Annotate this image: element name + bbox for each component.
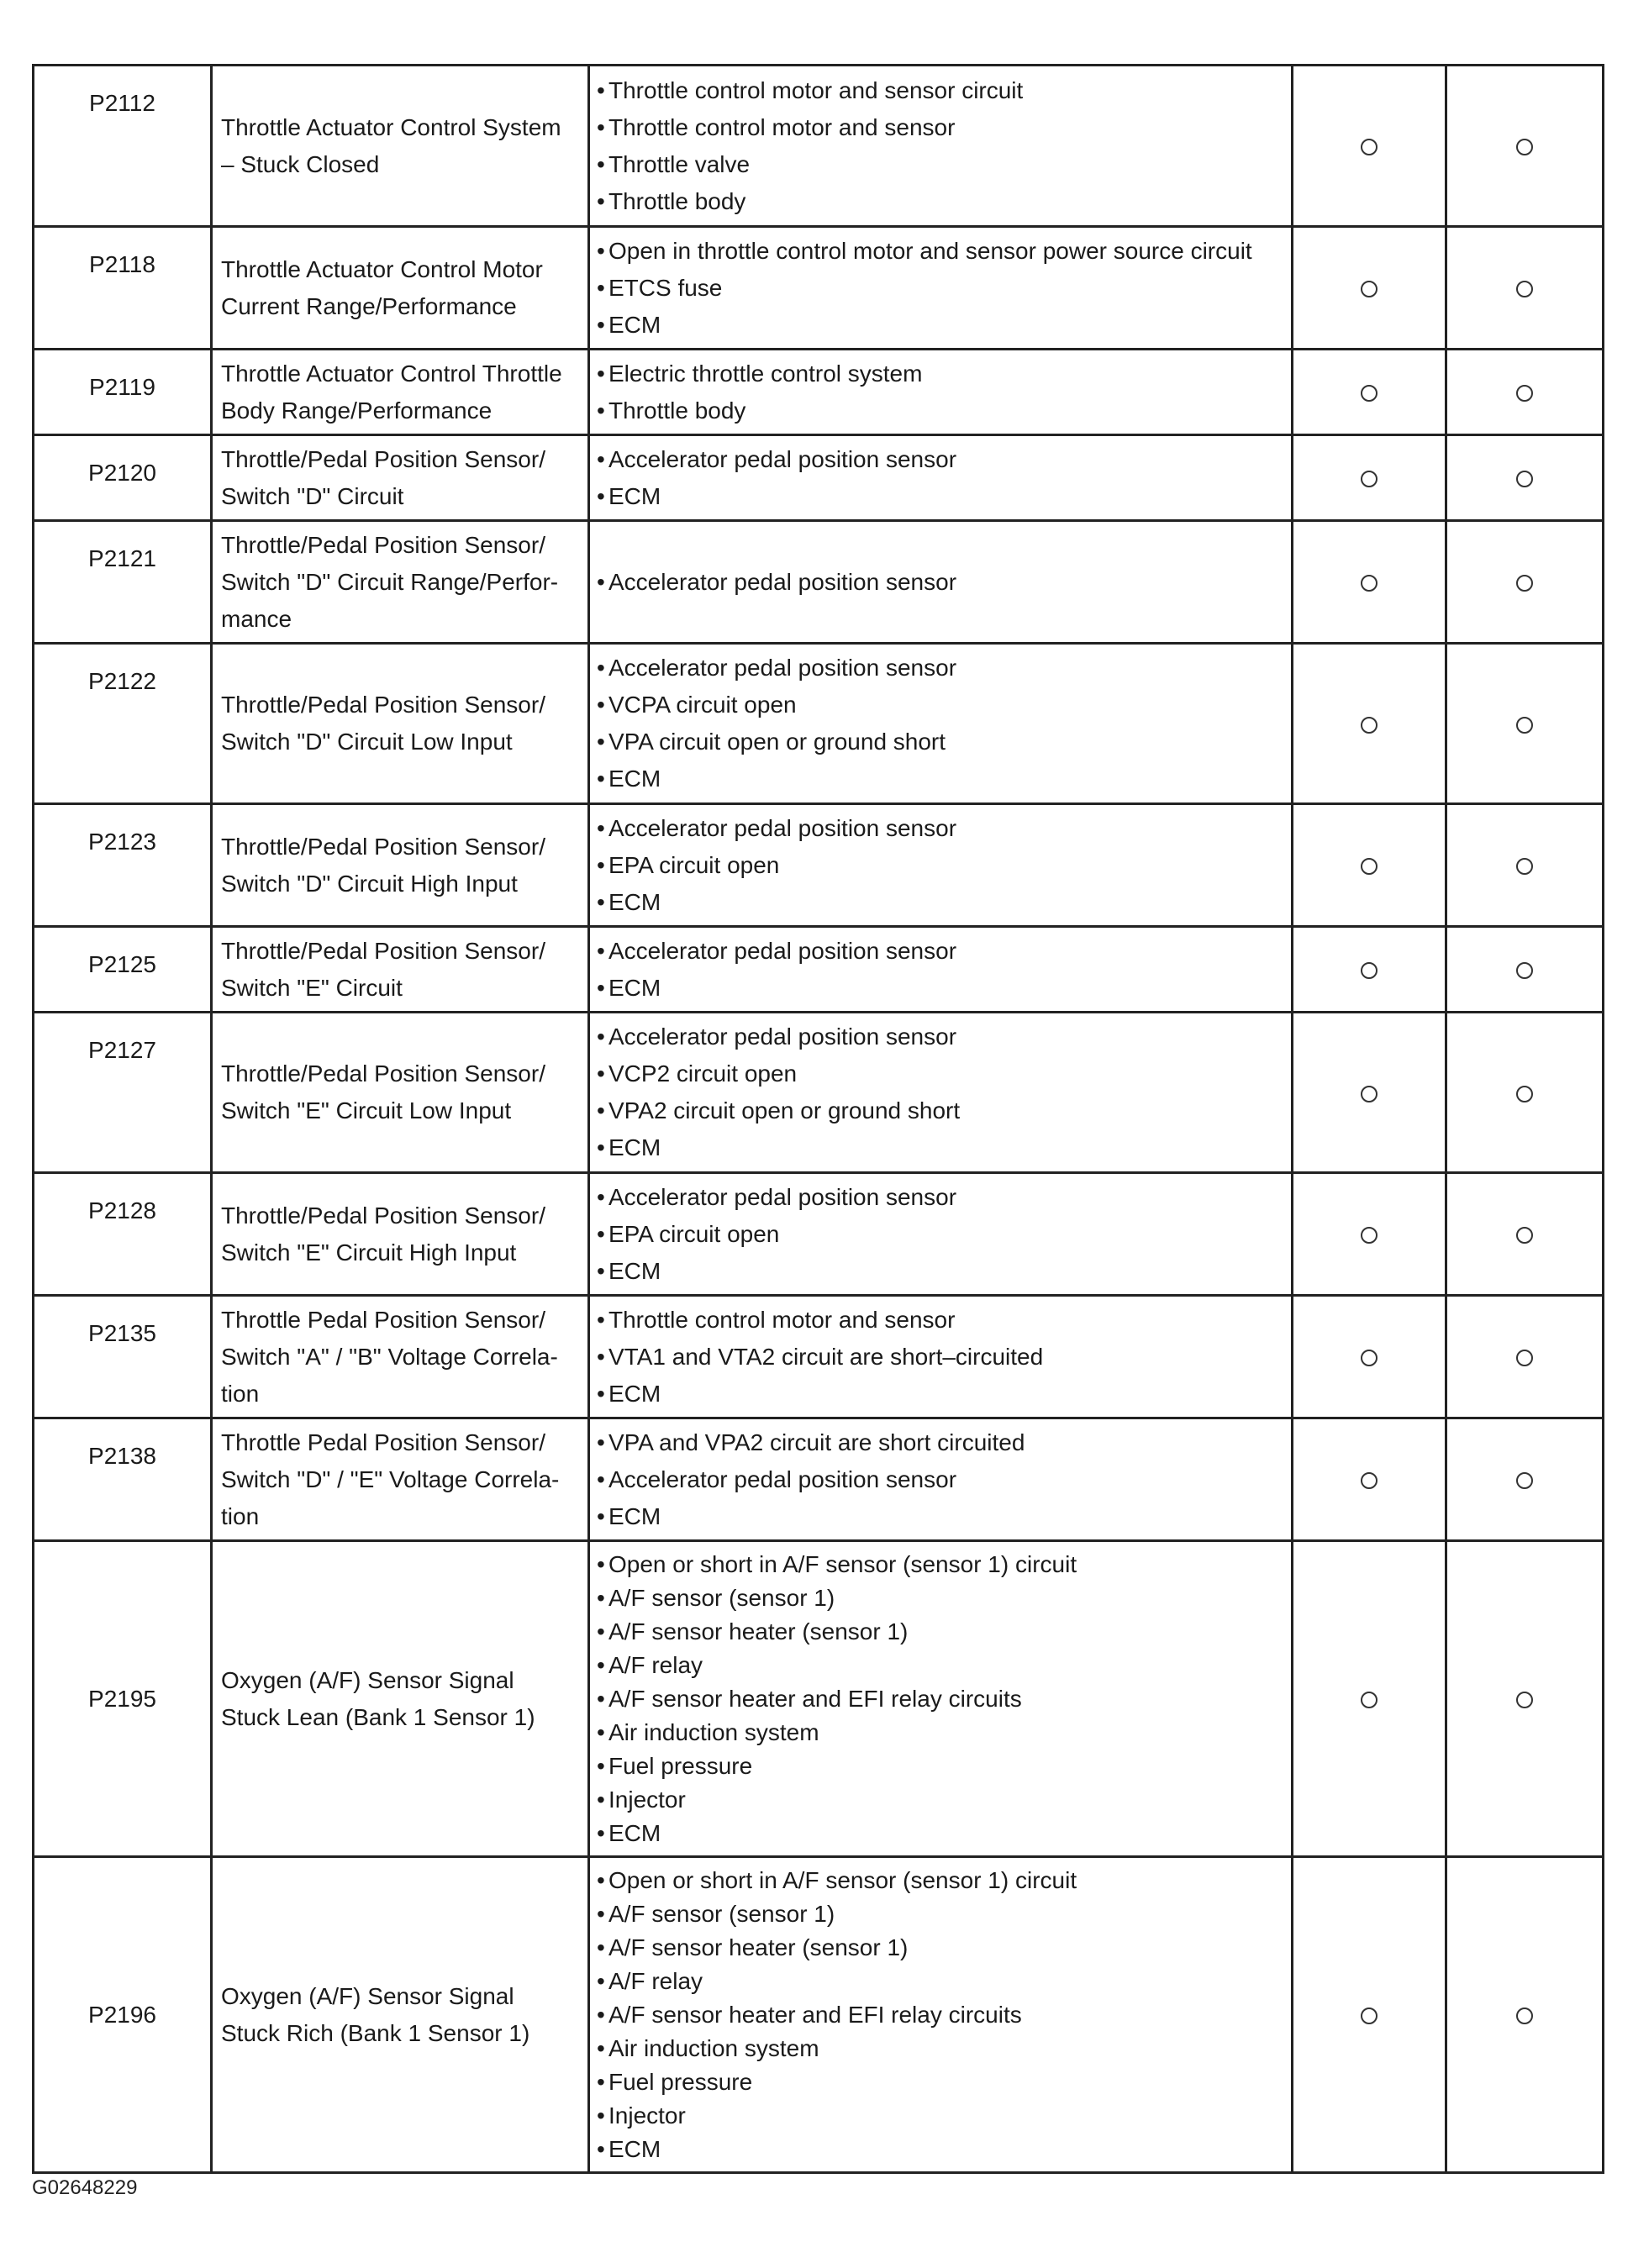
mark-cell-5: [1446, 1013, 1604, 1173]
detection-item: Throttle Pedal Position Sensor/ Switch "D" / "E" Voltage Correla- tion: [212, 1418, 589, 1541]
trouble-area-item: • Accelerator pedal position sensor: [597, 564, 1286, 601]
trouble-area-item: • Throttle control motor and sensor: [597, 109, 1286, 146]
trouble-area-item: • A/F sensor (sensor 1): [597, 1581, 1286, 1615]
mark-cell-5: [1446, 1857, 1604, 2173]
trouble-area-item: • VPA circuit open or ground short: [597, 724, 1286, 760]
mark-cell-4: [1293, 644, 1446, 804]
trouble-area-item: • VPA2 circuit open or ground short: [597, 1092, 1286, 1129]
circle-icon: [1516, 1086, 1533, 1102]
circle-icon: [1516, 1227, 1533, 1244]
mark-cell-5: [1446, 1173, 1604, 1296]
circle-icon: [1361, 962, 1378, 979]
circle-icon: [1361, 1472, 1378, 1489]
dtc-code: P2196: [34, 1857, 212, 2173]
mark-cell-4: [1293, 66, 1446, 227]
trouble-area: [589, 521, 1293, 644]
trouble-area-item: • ETCS fuse: [597, 270, 1286, 307]
table-row: [34, 66, 1604, 227]
dtc-code: P2128: [34, 1173, 212, 1296]
mark-cell-4: [1293, 1857, 1446, 2173]
trouble-area: [589, 1296, 1293, 1418]
circle-icon: [1361, 1350, 1378, 1366]
table-row: [34, 1173, 1604, 1296]
trouble-area-item: • A/F sensor heater and EFI relay circuits: [597, 1682, 1286, 1716]
trouble-area-item: • Electric throttle control system: [597, 355, 1286, 392]
circle-icon: [1361, 1227, 1378, 1244]
trouble-area-item: • A/F sensor (sensor 1): [597, 1897, 1286, 1931]
mark-cell-5: [1446, 227, 1604, 350]
circle-icon: [1361, 471, 1378, 487]
circle-icon: [1361, 281, 1378, 297]
table-row: [34, 1296, 1604, 1418]
detection-item: Throttle Actuator Control System – Stuck Closed: [212, 66, 589, 227]
table-row: [34, 435, 1604, 521]
dtc-code: P2120: [34, 435, 212, 521]
trouble-area-item: • Air induction system: [597, 2032, 1286, 2065]
trouble-area: [589, 227, 1293, 350]
detection-item: Throttle Pedal Position Sensor/ Switch "A" / "B" Voltage Correla- tion: [212, 1296, 589, 1418]
circle-icon: [1516, 717, 1533, 734]
trouble-area-item: • VTA1 and VTA2 circuit are short–circuited: [597, 1339, 1286, 1376]
circle-icon: [1361, 1692, 1378, 1708]
trouble-area-item: • VCPA circuit open: [597, 687, 1286, 724]
mark-cell-4: [1293, 1541, 1446, 1857]
mark-cell-5: [1446, 644, 1604, 804]
trouble-area-item: • VCP2 circuit open: [597, 1055, 1286, 1092]
detection-item: Throttle/Pedal Position Sensor/ Switch "E" Circuit Low Input: [212, 1013, 589, 1173]
detection-item: Throttle/Pedal Position Sensor/ Switch "D" Circuit High Input: [212, 804, 589, 927]
circle-icon: [1361, 717, 1378, 734]
trouble-area: [589, 1418, 1293, 1541]
circle-icon: [1516, 2008, 1533, 2024]
trouble-area-item: • Throttle body: [597, 392, 1286, 429]
detection-item: Oxygen (A/F) Sensor Signal Stuck Rich (Bank 1 Sensor 1): [212, 1857, 589, 2173]
trouble-area-item: • Throttle control motor and sensor circuit: [597, 72, 1286, 109]
trouble-area-item: • Open or short in A/F sensor (sensor 1) circuit: [597, 1864, 1286, 1897]
dtc-code: P2125: [34, 927, 212, 1013]
circle-icon: [1361, 858, 1378, 875]
trouble-area-item: • Injector: [597, 1783, 1286, 1817]
circle-icon: [1361, 2008, 1378, 2024]
mark-cell-4: [1293, 1173, 1446, 1296]
trouble-area-item: • Injector: [597, 2099, 1286, 2133]
trouble-area-item: • ECM: [597, 970, 1286, 1007]
mark-cell-5: [1446, 1296, 1604, 1418]
table-row: [34, 927, 1604, 1013]
trouble-area: [589, 644, 1293, 804]
table-row: [34, 1418, 1604, 1541]
trouble-area-item: • Accelerator pedal position sensor: [597, 650, 1286, 687]
mark-cell-4: [1293, 1013, 1446, 1173]
circle-icon: [1361, 385, 1378, 402]
trouble-area-item: • ECM: [597, 884, 1286, 921]
detection-item: Throttle/Pedal Position Sensor/ Switch "D" Circuit Range/Perfor- mance: [212, 521, 589, 644]
mark-cell-5: [1446, 927, 1604, 1013]
mark-cell-5: [1446, 1418, 1604, 1541]
mark-cell-5: [1446, 66, 1604, 227]
circle-icon: [1516, 139, 1533, 155]
trouble-area-item: • ECM: [597, 760, 1286, 797]
table-row: [34, 521, 1604, 644]
table-row: [34, 804, 1604, 927]
dtc-code: P2135: [34, 1296, 212, 1418]
trouble-area-item: • Accelerator pedal position sensor: [597, 441, 1286, 478]
mark-cell-4: [1293, 1296, 1446, 1418]
trouble-area-item: • Fuel pressure: [597, 2065, 1286, 2099]
trouble-area-item: • Air induction system: [597, 1716, 1286, 1750]
trouble-area: [589, 1013, 1293, 1173]
dtc-code: P2121: [34, 521, 212, 644]
circle-icon: [1516, 1692, 1533, 1708]
table-row: [34, 227, 1604, 350]
trouble-area-item: • VPA and VPA2 circuit are short circuited: [597, 1424, 1286, 1461]
trouble-area-item: • ECM: [597, 1498, 1286, 1535]
trouble-area-item: • EPA circuit open: [597, 1216, 1286, 1253]
trouble-area-item: • ECM: [597, 2133, 1286, 2166]
detection-item: Throttle/Pedal Position Sensor/ Switch "D" Circuit Low Input: [212, 644, 589, 804]
dtc-code: P2112: [34, 66, 212, 227]
trouble-area-item: • Fuel pressure: [597, 1750, 1286, 1783]
circle-icon: [1361, 575, 1378, 592]
trouble-area: [589, 66, 1293, 227]
trouble-area-item: • ECM: [597, 307, 1286, 344]
trouble-area-item: • A/F sensor heater (sensor 1): [597, 1615, 1286, 1649]
mark-cell-5: [1446, 521, 1604, 644]
mark-cell-4: [1293, 1418, 1446, 1541]
table-row: [34, 1013, 1604, 1173]
dtc-code: P2118: [34, 227, 212, 350]
detection-item: Throttle/Pedal Position Sensor/ Switch "E" Circuit High Input: [212, 1173, 589, 1296]
circle-icon: [1516, 281, 1533, 297]
trouble-area: [589, 804, 1293, 927]
trouble-area-item: • Accelerator pedal position sensor: [597, 1018, 1286, 1055]
circle-icon: [1516, 471, 1533, 487]
mark-cell-4: [1293, 435, 1446, 521]
circle-icon: [1516, 962, 1533, 979]
dtc-code: P2122: [34, 644, 212, 804]
dtc-table: [32, 64, 1604, 2174]
trouble-area-item: • Throttle valve: [597, 146, 1286, 183]
circle-icon: [1516, 575, 1533, 592]
trouble-area-item: • ECM: [597, 478, 1286, 515]
trouble-area-item: • ECM: [597, 1376, 1286, 1413]
trouble-area-item: • A/F relay: [597, 1649, 1286, 1682]
trouble-area-item: • Throttle body: [597, 183, 1286, 220]
trouble-area: [589, 927, 1293, 1013]
trouble-area-item: • A/F sensor heater and EFI relay circuits: [597, 1998, 1286, 2032]
mark-cell-5: [1446, 435, 1604, 521]
trouble-area: [589, 1173, 1293, 1296]
detection-item: Throttle/Pedal Position Sensor/ Switch "D" Circuit: [212, 435, 589, 521]
dtc-code: P2123: [34, 804, 212, 927]
mark-cell-5: [1446, 350, 1604, 435]
dtc-code: P2127: [34, 1013, 212, 1173]
circle-icon: [1361, 1086, 1378, 1102]
circle-icon: [1516, 385, 1533, 402]
trouble-area: [589, 435, 1293, 521]
trouble-area-item: • A/F relay: [597, 1965, 1286, 1998]
trouble-area: [589, 350, 1293, 435]
table-row: [34, 644, 1604, 804]
detection-item: Throttle Actuator Control Motor Current Range/Performance: [212, 227, 589, 350]
dtc-table-body: [34, 66, 1604, 2173]
dtc-code: P2138: [34, 1418, 212, 1541]
circle-icon: [1516, 858, 1533, 875]
circle-icon: [1516, 1472, 1533, 1489]
trouble-area-item: • ECM: [597, 1817, 1286, 1850]
trouble-area-item: • A/F sensor heater (sensor 1): [597, 1931, 1286, 1965]
trouble-area-item: • Accelerator pedal position sensor: [597, 933, 1286, 970]
mark-cell-4: [1293, 227, 1446, 350]
trouble-area-item: • Open or short in A/F sensor (sensor 1) circuit: [597, 1548, 1286, 1581]
circle-icon: [1361, 139, 1378, 155]
table-row: [34, 1541, 1604, 1857]
trouble-area: [589, 1857, 1293, 2173]
circle-icon: [1516, 1350, 1533, 1366]
trouble-area-item: • EPA circuit open: [597, 847, 1286, 884]
table-row: [34, 1857, 1604, 2173]
detection-item: Throttle Actuator Control Throttle Body Range/Performance: [212, 350, 589, 435]
table-row: [34, 350, 1604, 435]
trouble-area-item: • Accelerator pedal position sensor: [597, 810, 1286, 847]
mark-cell-4: [1293, 350, 1446, 435]
trouble-area-item: • Throttle control motor and sensor: [597, 1302, 1286, 1339]
mark-cell-4: [1293, 521, 1446, 644]
figure-id: G02648229: [32, 2176, 138, 2199]
trouble-area-item: • Accelerator pedal position sensor: [597, 1461, 1286, 1498]
mark-cell-4: [1293, 804, 1446, 927]
trouble-area-item: • ECM: [597, 1253, 1286, 1290]
detection-item: Throttle/Pedal Position Sensor/ Switch "E" Circuit: [212, 927, 589, 1013]
detection-item: Oxygen (A/F) Sensor Signal Stuck Lean (Bank 1 Sensor 1): [212, 1541, 589, 1857]
trouble-area: [589, 1541, 1293, 1857]
dtc-code: P2195: [34, 1541, 212, 1857]
trouble-area-item: • Open in throttle control motor and sensor power source circuit: [597, 233, 1286, 270]
mark-cell-5: [1446, 804, 1604, 927]
mark-cell-4: [1293, 927, 1446, 1013]
mark-cell-5: [1446, 1541, 1604, 1857]
dtc-code: P2119: [34, 350, 212, 435]
trouble-area-item: • ECM: [597, 1129, 1286, 1166]
trouble-area-item: • Accelerator pedal position sensor: [597, 1179, 1286, 1216]
